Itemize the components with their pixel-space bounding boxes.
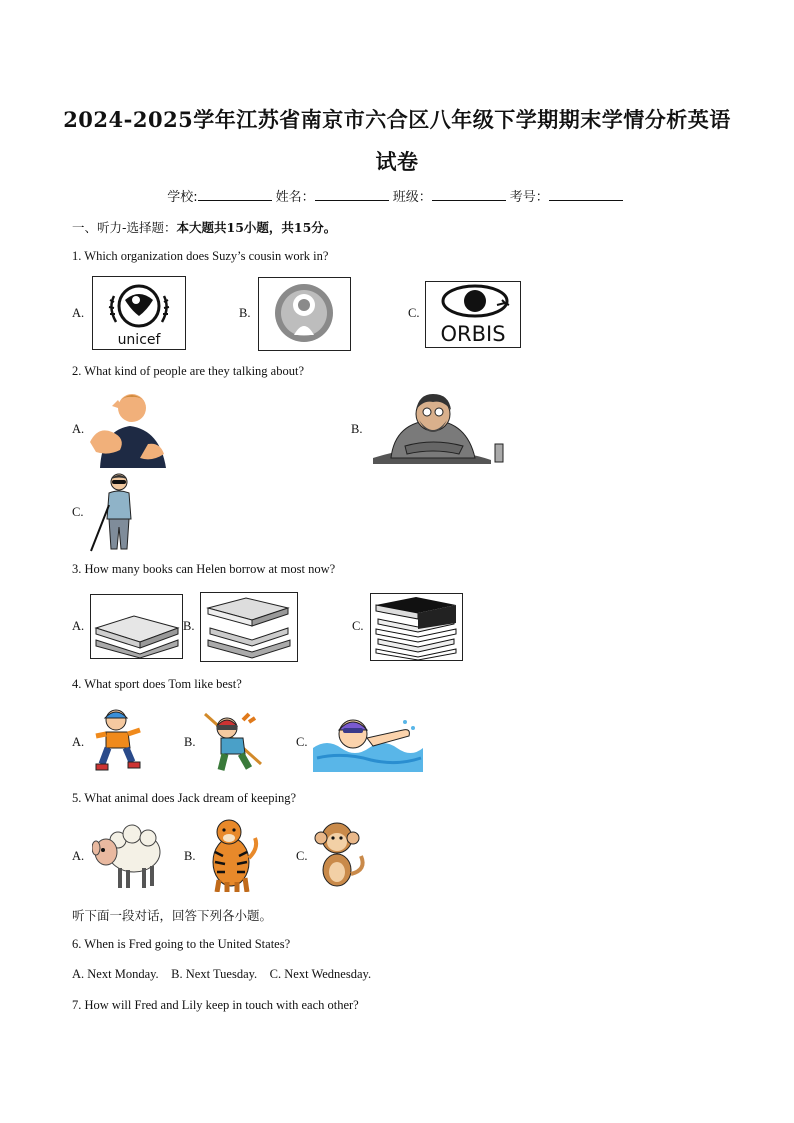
skating-boy-icon [92, 708, 144, 774]
five-books-icon [370, 593, 463, 661]
orbis-logo-icon [425, 281, 521, 348]
q2-option-c[interactable]: C. [72, 505, 84, 519]
q4-option-b[interactable]: B. [184, 735, 196, 749]
question-5: 5. What animal does Jack dream of keeping? [72, 791, 296, 805]
deaf-man-icon [90, 386, 174, 468]
orbis-logo-text: ORBIS [440, 322, 506, 346]
student-info-line [0, 186, 794, 205]
q5-option-a[interactable]: A. [72, 849, 85, 863]
q2-option-a[interactable]: A. [72, 422, 85, 436]
section-prefix: 一、听力-选择题： [72, 220, 177, 235]
q1-option-c[interactable]: C. [408, 306, 420, 320]
q5-option-c[interactable]: C. [296, 849, 308, 863]
q1-option-b[interactable]: B. [239, 306, 251, 320]
page-title: 2024-2025学年江苏省南京市六合区八年级下学期期末学情分析英语 [63, 107, 731, 132]
q4-option-c[interactable]: C. [296, 735, 308, 749]
q3-option-c[interactable]: C. [352, 619, 364, 633]
swimming-boy-icon [313, 708, 423, 772]
blind-man-icon [89, 471, 139, 553]
school-blank[interactable] [198, 188, 272, 201]
question-4: 4. What sport does Tom like best? [72, 677, 242, 691]
three-books-icon [200, 592, 298, 662]
q3-option-a[interactable]: A. [72, 619, 85, 633]
number-blank[interactable] [549, 188, 623, 201]
homeless-man-icon [371, 388, 507, 468]
number-label: 考号： [509, 190, 549, 205]
page-title-line2: 试卷 [375, 149, 419, 174]
sheep-icon [92, 818, 162, 890]
two-books-icon [90, 594, 183, 659]
question-6: 6. When is Fred going to the United States? [72, 937, 291, 951]
class-label: 班级： [392, 190, 432, 205]
name-label: 姓名： [275, 190, 315, 205]
question-3: 3. How many books can Helen borrow at most now? [72, 562, 336, 576]
q5-option-b[interactable]: B. [184, 849, 196, 863]
unknown-org-logo-icon [258, 277, 351, 351]
class-blank[interactable] [432, 188, 506, 201]
question-1: 1. Which organization does Suzy’s cousin work in? [72, 249, 329, 263]
q4-option-a[interactable]: A. [72, 735, 85, 749]
section-desc: 本大题共15小题，共15分。 [176, 220, 337, 235]
q3-option-b[interactable]: B. [183, 619, 195, 633]
tiger-icon [201, 818, 259, 892]
q6-choices[interactable]: A. Next Monday. B. Next Tuesday. C. Next Wednesday. [72, 967, 372, 981]
school-label: 学校: [167, 190, 198, 205]
question-7: 7. How will Fred and Lily keep in touch with each other? [72, 998, 359, 1012]
section-heading [72, 218, 336, 236]
name-blank[interactable] [315, 188, 389, 201]
q1-option-a[interactable]: A. [72, 306, 85, 320]
skiing-boy-icon [203, 708, 265, 774]
q2-option-b[interactable]: B. [351, 422, 363, 436]
dialogue-instruction: 听下面一段对话，回答下列各小题。 [72, 908, 273, 923]
monkey-icon [313, 818, 367, 892]
unicef-logo-icon [92, 276, 186, 350]
unicef-logo-text: unicef [117, 332, 161, 348]
question-2: 2. What kind of people are they talking about? [72, 364, 304, 378]
